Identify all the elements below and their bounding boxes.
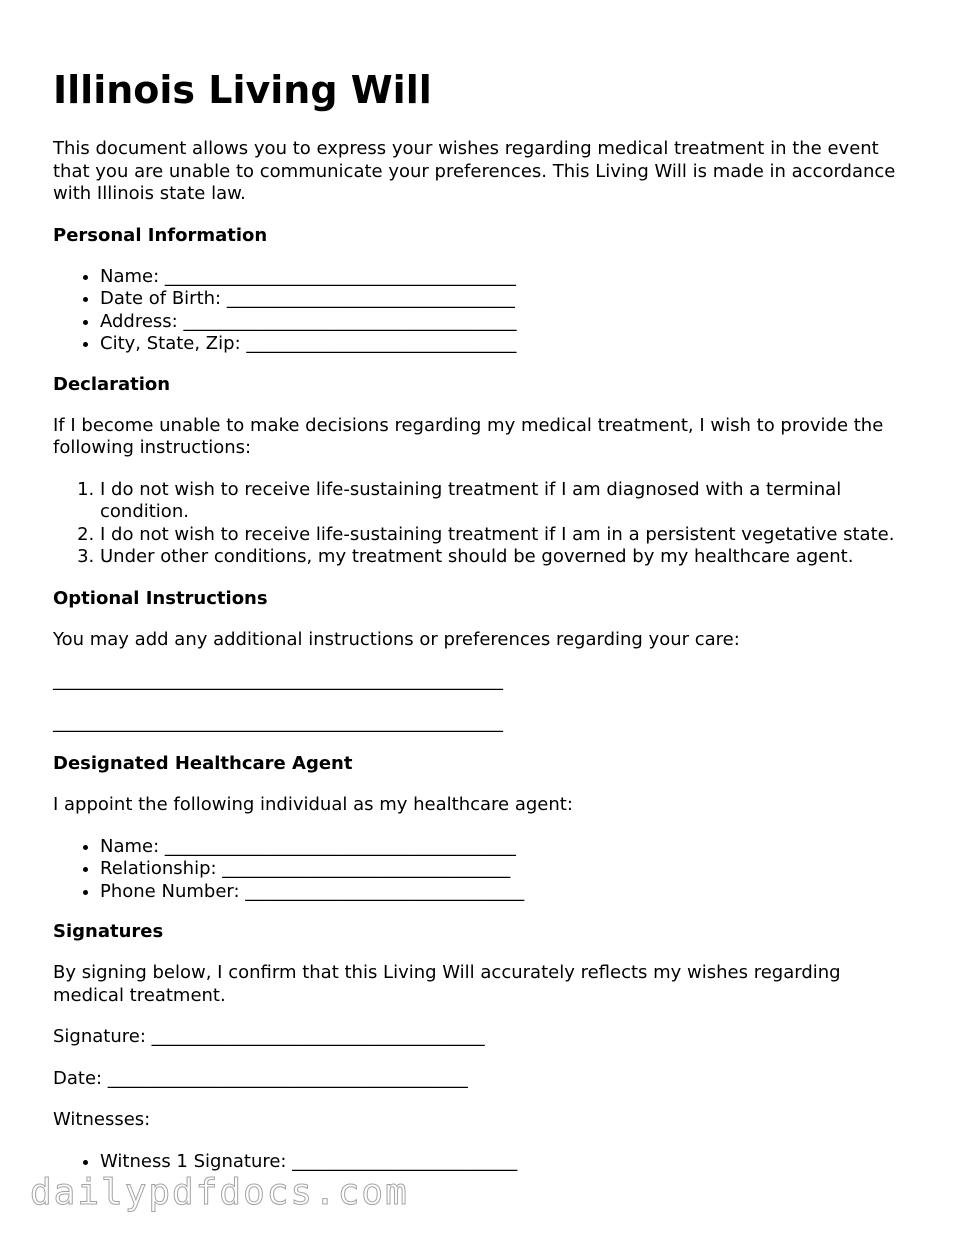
healthcare-agent-text: I appoint the following individual as my healthcare agent: (53, 794, 573, 815)
declaration-text: If I become unable to make decisions regarding my medical treatment, I wish to provide the following instructions: (53, 414, 884, 458)
agent-field-phone[interactable]: • Phone Number: _______________________________ (100, 881, 913, 904)
field-address[interactable]: • Address: _____________________________________ (100, 311, 913, 334)
personal-info-list (53, 266, 913, 356)
healthcare-agent-heading: Designated Healthcare Agent (53, 753, 353, 774)
watermark: dailypdfdocs.com (30, 1172, 409, 1213)
field-date-of-birth[interactable]: • Date of Birth: ________________________________ (100, 288, 913, 311)
optional-blank-line[interactable]: __________________________________________________ (53, 711, 503, 733)
declaration-list (53, 479, 913, 569)
healthcare-agent-list (53, 836, 913, 904)
witness-1-signature-field[interactable]: • Witness 1 Signature: _________________________ (100, 1151, 913, 1174)
signatures-text: By signing below, I confirm that this Living Will accurately reflects my wishes regarding medical treatment. (53, 962, 841, 1006)
intro-paragraph: This document allows you to express your wishes regarding medical treatment in the event that you are unable to communicate your preferences. This Living Will is made in accordance with Illinois state law. (53, 138, 896, 204)
declaration-heading: Declaration (53, 373, 171, 395)
signatures-heading: Signatures (53, 921, 164, 942)
personal-info-heading: Personal Information (53, 224, 268, 246)
witness-list (53, 1151, 913, 1174)
witnesses-label: Witnesses: (53, 1109, 151, 1130)
optional-blank-line[interactable]: __________________________________________________ (53, 670, 503, 691)
field-city-state-zip[interactable]: • City, State, Zip: ______________________________ (100, 333, 913, 356)
optional-instructions-text: You may add any additional instructions or preferences regarding your care: (53, 628, 740, 650)
agent-field-relationship[interactable]: • Relationship: ________________________________ (100, 858, 913, 881)
signature-field[interactable]: Signature: _____________________________________ (53, 1026, 485, 1047)
declaration-item: 2. I do not wish to receive life-sustaining treatment if I am in a persistent vegetative state. (100, 524, 913, 547)
date-field[interactable]: Date: ________________________________________ (53, 1067, 468, 1089)
page-title: Illinois Living Will (53, 68, 432, 112)
field-name[interactable]: • Name: _______________________________________ (100, 266, 913, 289)
document-page (53, 0, 913, 1173)
declaration-item: 1. I do not wish to receive life-sustaining treatment if I am diagnosed with a terminal condition. (100, 479, 913, 524)
optional-instructions-heading: Optional Instructions (53, 587, 268, 609)
declaration-item: 3. Under other conditions, my treatment should be governed by my healthcare agent. (100, 546, 913, 569)
agent-field-name[interactable]: • Name: _______________________________________ (100, 836, 913, 859)
